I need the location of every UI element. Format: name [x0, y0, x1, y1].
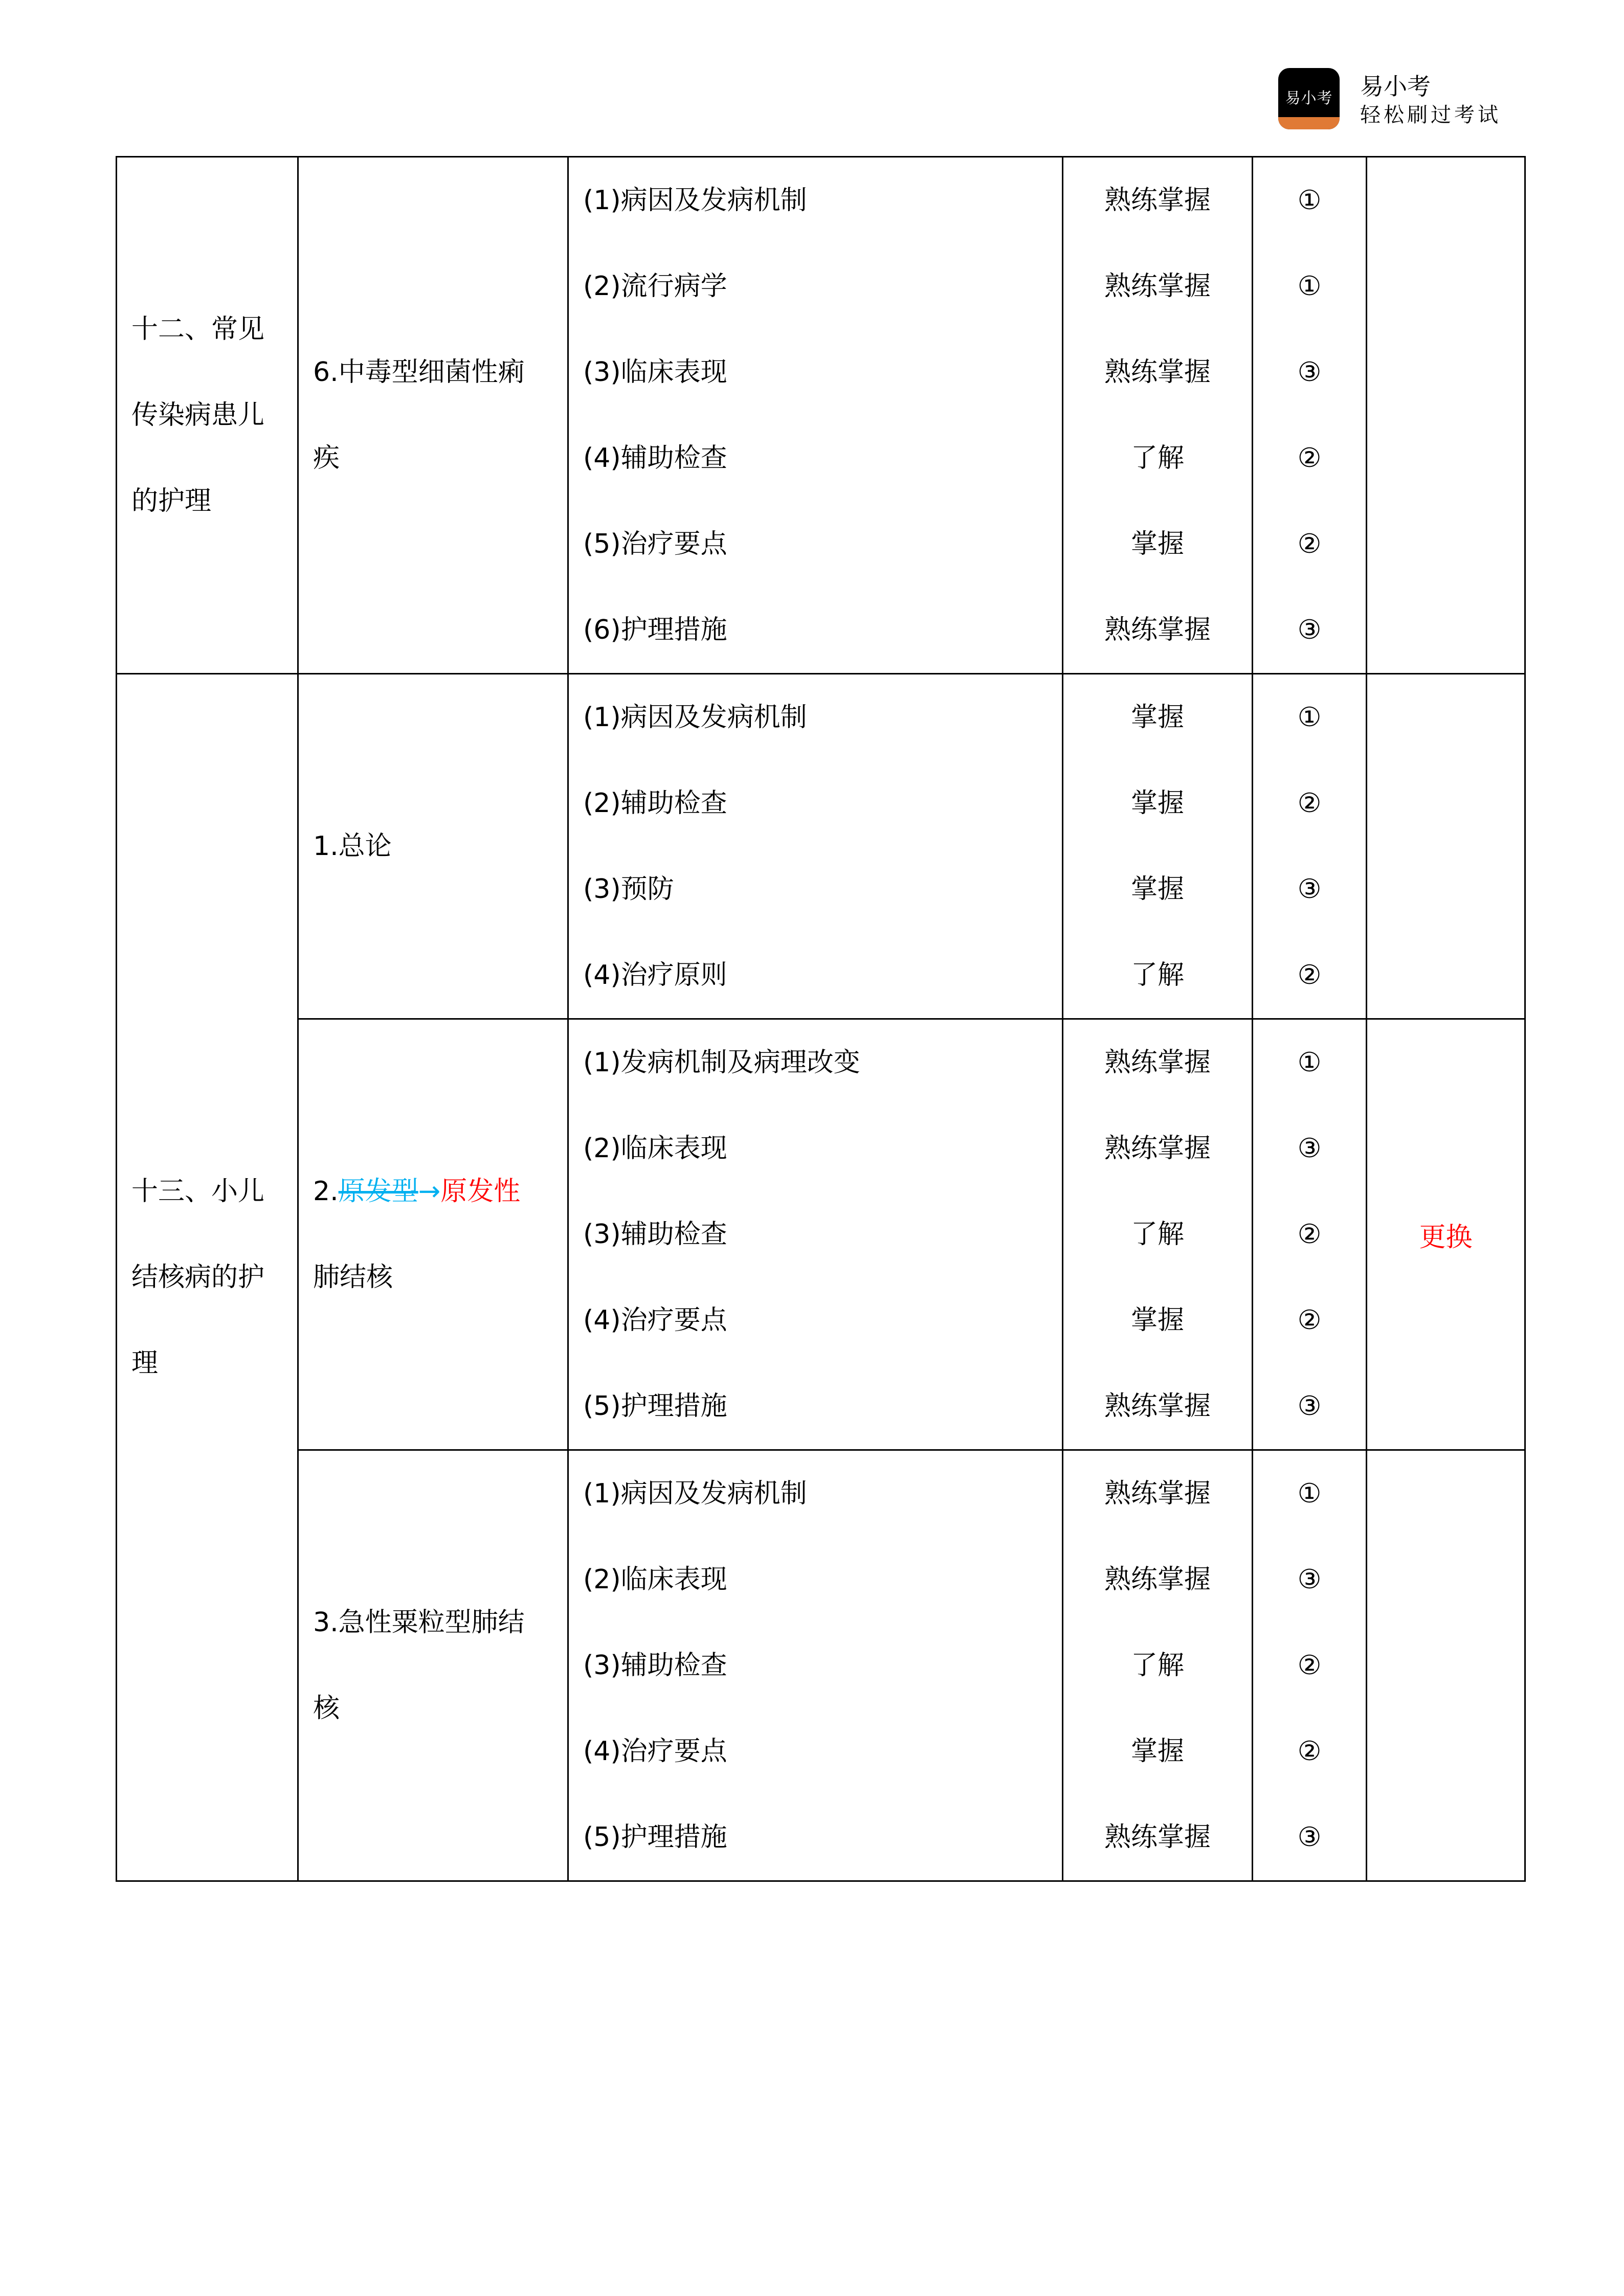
topic-cell	[298, 1019, 568, 1450]
list-item: (1)病因及发病机制	[583, 185, 807, 216]
code-value: ②	[1297, 443, 1322, 474]
level-value: 熟练掌握	[1104, 1822, 1211, 1853]
code-value: ③	[1297, 1133, 1322, 1164]
codes-cell	[1253, 157, 1367, 674]
codes-cell	[1253, 1019, 1367, 1450]
level-value: 掌握	[1130, 1736, 1184, 1767]
level-value: 掌握	[1130, 1305, 1184, 1336]
code-value: ①	[1297, 271, 1322, 302]
logo-badge-icon	[1278, 68, 1340, 129]
code-value: ③	[1297, 615, 1322, 645]
list-item: (3)预防	[583, 874, 674, 905]
code-value: ②	[1297, 960, 1322, 991]
table-row	[117, 157, 1525, 674]
level-value: 熟练掌握	[1104, 1478, 1211, 1509]
list-item: (1)病因及发病机制	[583, 1478, 807, 1509]
list-item: (6)护理措施	[583, 615, 727, 645]
note-cell	[1367, 157, 1525, 674]
list-item: (3)辅助检查	[583, 1219, 727, 1250]
items-cell	[568, 1450, 1063, 1881]
level-value: 了解	[1130, 443, 1184, 474]
list-item: (4)治疗要点	[583, 1736, 727, 1767]
code-value: ①	[1297, 1478, 1322, 1509]
note-cell	[1367, 1450, 1525, 1881]
code-value: ③	[1297, 874, 1322, 905]
code-value: ③	[1297, 1822, 1322, 1853]
deleted-text: 原发型	[338, 1176, 418, 1207]
code-value: ②	[1297, 529, 1322, 559]
list-item: (5)护理措施	[583, 1391, 727, 1422]
list-item: (2)临床表现	[583, 1133, 727, 1164]
code-value: ③	[1297, 357, 1322, 388]
level-value: 了解	[1130, 1219, 1184, 1250]
syllabus-table	[116, 156, 1526, 1882]
levels-cell	[1063, 1450, 1253, 1881]
table-row	[117, 1450, 1525, 1881]
list-item: (5)护理措施	[583, 1822, 727, 1853]
list-item: (4)辅助检查	[583, 443, 727, 474]
logo-badge-text: 易小考	[1285, 89, 1333, 107]
list-item: (4)治疗原则	[583, 960, 727, 991]
unit-cell	[117, 157, 298, 674]
brand-slogan: 轻松刷过考试	[1360, 103, 1501, 127]
items-cell	[568, 1019, 1063, 1450]
brand-name: 易小考	[1360, 73, 1431, 100]
level-value: 掌握	[1130, 529, 1184, 559]
codes-cell	[1253, 1450, 1367, 1881]
code-value: ②	[1297, 1305, 1322, 1336]
unit-cell	[117, 674, 298, 1881]
level-value: 掌握	[1130, 874, 1184, 905]
inserted-text: 原发性	[440, 1176, 521, 1207]
list-item: (5)治疗要点	[583, 529, 727, 559]
list-item: (3)临床表现	[583, 357, 727, 388]
topic-cell	[298, 674, 568, 1019]
level-value: 熟练掌握	[1104, 1564, 1211, 1595]
level-value: 熟练掌握	[1104, 185, 1211, 216]
topic-prefix: 2.	[313, 1176, 339, 1207]
code-value: ②	[1297, 788, 1322, 819]
level-value: 熟练掌握	[1104, 271, 1211, 302]
list-item: (1)发病机制及病理改变	[583, 1047, 860, 1078]
note-cell	[1367, 674, 1525, 1019]
levels-cell	[1063, 1019, 1253, 1450]
code-value: ①	[1297, 1047, 1322, 1078]
logo-text	[1360, 72, 1501, 129]
level-value: 熟练掌握	[1104, 1391, 1211, 1422]
items-cell	[568, 157, 1063, 674]
list-item: (2)临床表现	[583, 1564, 727, 1595]
list-item: (2)流行病学	[583, 271, 727, 302]
topic-title: 1.总论	[313, 831, 392, 862]
code-value: ②	[1297, 1650, 1322, 1681]
code-value: ①	[1297, 185, 1322, 216]
level-value: 掌握	[1130, 702, 1184, 733]
level-value: 了解	[1130, 1650, 1184, 1681]
unit-title: 十二、常见传染病患儿的护理	[131, 314, 265, 516]
code-value: ②	[1297, 1736, 1322, 1767]
topic-title: 3.急性粟粒型肺结核	[313, 1607, 525, 1724]
change-note: 更换	[1367, 1019, 1525, 1450]
list-item: (4)治疗要点	[583, 1305, 727, 1336]
logo-badge-band	[1278, 117, 1340, 129]
levels-cell	[1063, 157, 1253, 674]
table-row	[117, 674, 1525, 1019]
list-item: (2)辅助检查	[583, 788, 727, 819]
unit-title: 十三、小儿结核病的护理	[131, 1176, 265, 1379]
topic-title	[299, 1149, 567, 1320]
level-value: 掌握	[1130, 788, 1184, 819]
code-value: ③	[1297, 1564, 1322, 1595]
topic-cell	[298, 157, 568, 674]
level-value: 熟练掌握	[1104, 1133, 1211, 1164]
topic-title: 6.中毒型细菌性痢疾	[313, 357, 525, 474]
brand-logo	[1278, 68, 1501, 129]
level-value: 熟练掌握	[1104, 615, 1211, 645]
code-value: ②	[1297, 1219, 1322, 1250]
code-value: ③	[1297, 1391, 1322, 1422]
level-value: 了解	[1130, 960, 1184, 991]
list-item: (3)辅助检查	[583, 1650, 727, 1681]
topic-cell	[298, 1450, 568, 1881]
items-cell	[568, 674, 1063, 1019]
arrow-right-icon: →	[418, 1176, 441, 1207]
code-value: ①	[1297, 702, 1322, 733]
codes-cell	[1253, 674, 1367, 1019]
level-value: 熟练掌握	[1104, 1047, 1211, 1078]
topic-suffix: 肺结核	[313, 1262, 393, 1293]
level-value: 熟练掌握	[1104, 357, 1211, 388]
list-item: (1)病因及发病机制	[583, 702, 807, 733]
levels-cell	[1063, 674, 1253, 1019]
table-row	[117, 1019, 1525, 1450]
